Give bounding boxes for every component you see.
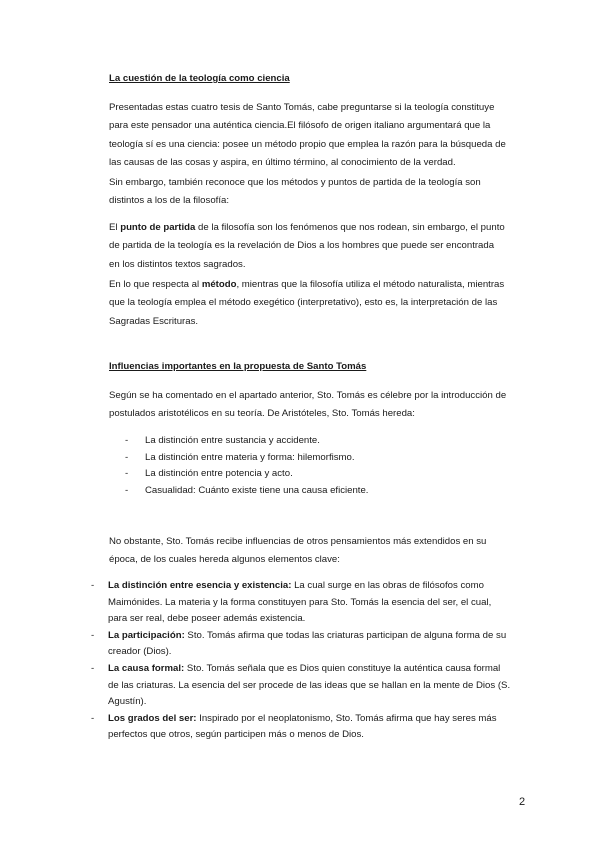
section-heading-influences — [109, 358, 507, 376]
list-item: - La distinción entre potencia y acto. — [125, 468, 293, 480]
list-item: - Los grados del ser: Inspirado por el neoplatonismo, Sto. Tomás afirma que hay seres más perfectos que otros, según participen más o menos de Dios. — [91, 712, 497, 741]
paragraph: Sin embargo, también reconoce que los métodos y puntos de partida de la teología son distintos a los de la filosofía: — [109, 177, 481, 207]
paragraph: Presentadas estas cuatro tesis de Santo Tomás, cabe preguntarse si la teología constituye para este pensador una auténtica ciencia.El filósofo de origen italiano argumentará que la teología sí es una ciencia: posee un método propio que emplea la razón para la búsqueda de las causas de las cosas y aspira, en último término, al conocimiento de la verdad. — [109, 102, 506, 169]
list-item: - La participación: Sto. Tomás afirma que todas las criaturas participan de alguna forma de su creador (Dios). — [91, 629, 507, 658]
heading-text: La cuestión de la teología como ciencia — [109, 73, 290, 84]
list-item: - La distinción entre materia y forma: hilemorfismo. — [125, 451, 355, 463]
paragraph: En lo que respecta al método, mientras que la filosofía utiliza el método naturalista, mientras que la teología emplea el método exegético (interpretativo), esto es, la interpretación de las Sagradas Escrituras. — [109, 279, 505, 327]
list-item: - Casualidad: Cuánto existe tiene una causa eficiente. — [125, 484, 369, 496]
heading-text: Influencias importantes en la propuesta de Santo Tomás — [109, 361, 367, 372]
bold-term: punto de partida — [120, 222, 196, 233]
list-item: - La distinción entre sustancia y accidente. — [125, 435, 320, 446]
influences-list — [91, 578, 511, 744]
section-heading-theology — [109, 70, 507, 88]
paragraph: No obstante, Sto. Tomás recibe influencias de otros pensamientos más extendidos en su época, de los cuales hereda algunos elementos clave: — [109, 536, 487, 566]
list-item: - La causa formal: Sto. Tomás señala que es Dios quien constituye la auténtica causa formal de las criaturas. La esencia del ser procede de las ideas que se hallan en la mente de Dios (S. Agustín). — [91, 662, 511, 708]
list-item: - La distinción entre esencia y existencia: La cual surge en las obras de filósofos como Maimónides. La materia y la forma constituyen para Sto. Tomás la esencia del ser, el cual, para ser real, debe poseer además existencia. — [91, 580, 492, 625]
paragraph: Según se ha comentado en el apartado anterior, Sto. Tomás es célebre por la introducción de postulados aristotélicos en su teoría. De Aristóteles, Sto. Tomás hereda: — [109, 390, 507, 420]
aristotle-list — [125, 433, 505, 499]
page-number: 2 — [519, 796, 526, 808]
paragraph: El punto de partida de la filosofía son los fenómenos que nos rodean, sin embargo, el punto de partida de la teología es la revelación de Dios a los hombres que puede ser encontrada en los distintos textos sagrados. — [109, 222, 505, 270]
bold-term: método — [201, 279, 237, 290]
